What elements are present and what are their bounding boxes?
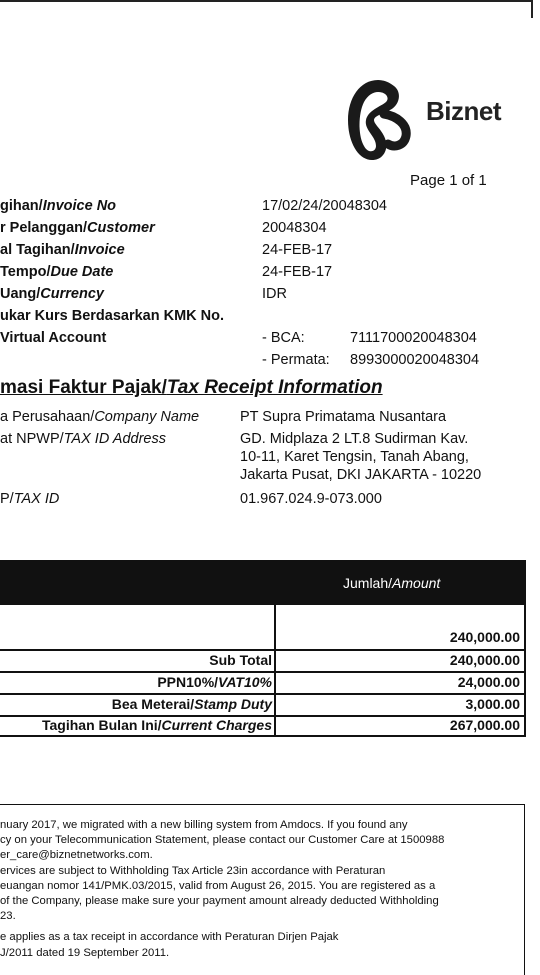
stamp-duty-label: Bea Meterai/Stamp Duty: [111, 696, 272, 712]
va-bank-bca: - BCA:: [262, 330, 305, 346]
current-charges-amount: 267,000.00: [449, 717, 520, 733]
biznet-logo-icon: [338, 74, 418, 166]
page-border-right: [531, 0, 533, 18]
va-number-permata: 8993000020048304: [350, 352, 480, 368]
line-item-amount: 240,000.00: [449, 629, 520, 645]
note-line: ervices are subject to Withholding Tax Article 23in accordance with Peraturan: [0, 865, 386, 877]
due-date-label: Tempo/Due Date: [0, 264, 114, 280]
amount-column-header: Jumlah/Amount: [343, 575, 441, 591]
tax-address-value: GD. Midplaza 2 LT.8 Sudirman Kav. 10-11, Karet Tengsin, Tanah Abang, Jakarta Pusat, DKI JAKARTA - 10220: [240, 431, 482, 483]
due-date-value: 24-FEB-17: [262, 264, 333, 280]
note-line: er_care@biznetnetworks.com.: [0, 849, 153, 861]
table-rule: [0, 649, 526, 651]
customer-value: 20048304: [262, 220, 327, 236]
tax-id-value: 01.967.024.9-073.000: [240, 491, 382, 507]
tax-id-label: P/TAX ID: [0, 491, 60, 507]
subtotal-label: Sub Total: [209, 652, 272, 668]
biznet-logo-text: Biznet: [426, 96, 501, 126]
stamp-duty-amount: 3,000.00: [465, 696, 520, 712]
tax-receipt-heading: masi Faktur Pajak/Tax Receipt Information: [0, 377, 383, 398]
invoice-date-value: 24-FEB-17: [262, 242, 333, 258]
vat-amount: 24,000.00: [457, 674, 520, 690]
note-line: nuary 2017, we migrated with a new billing system from Amdocs. If you found any: [0, 819, 408, 831]
note-line: e applies as a tax receipt in accordance with Peraturan Dirjen Pajak: [0, 931, 339, 943]
table-rule: [0, 693, 526, 695]
company-name-value: PT Supra Primatama Nusantara: [240, 409, 447, 425]
page-indicator: Page 1 of 1: [410, 172, 487, 189]
va-number-bca: 7111700020048304: [350, 330, 477, 346]
vat-label: PPN10%/VAT10%: [157, 674, 272, 690]
customer-label: r Pelanggan/Customer: [0, 220, 155, 236]
exchange-rate-label: ukar Kurs Berdasarkan KMK No.: [0, 308, 225, 324]
subtotal-amount: 240,000.00: [449, 652, 520, 668]
note-line: cy on your Telecommunication Statement, please contact our Customer Care at 1500988: [0, 834, 445, 846]
company-name-label: a Perusahaan/Company Name: [0, 409, 200, 425]
current-charges-label: Tagihan Bulan Ini/Current Charges: [42, 717, 272, 733]
table-rule: [0, 735, 526, 737]
note-line: J/2011 dated 19 September 2011.: [0, 947, 170, 959]
va-bank-permata: - Permata:: [262, 352, 330, 368]
tax-address-label: at NPWP/TAX ID Address: [0, 431, 166, 447]
currency-label: Uang/Currency: [0, 286, 104, 302]
note-line: of the Company, please make sure your payment amount already deducted Withholding: [0, 895, 439, 907]
currency-value: IDR: [262, 286, 287, 302]
invoice-date-label: al Tagihan/Invoice: [0, 242, 125, 258]
invoice-no-value: 17/02/24/20048304: [262, 198, 387, 214]
charges-table-header: [0, 560, 526, 605]
note-line: euangan nomor 141/PMK.03/2015, valid from August 26, 2015. You are registered as a: [0, 880, 436, 892]
note-line: 23.: [0, 910, 16, 922]
virtual-account-label: Virtual Account: [0, 330, 107, 346]
invoice-no-label: gihan/Invoice No: [0, 198, 117, 214]
table-rule: [0, 671, 526, 673]
page-border-top: [0, 0, 532, 2]
